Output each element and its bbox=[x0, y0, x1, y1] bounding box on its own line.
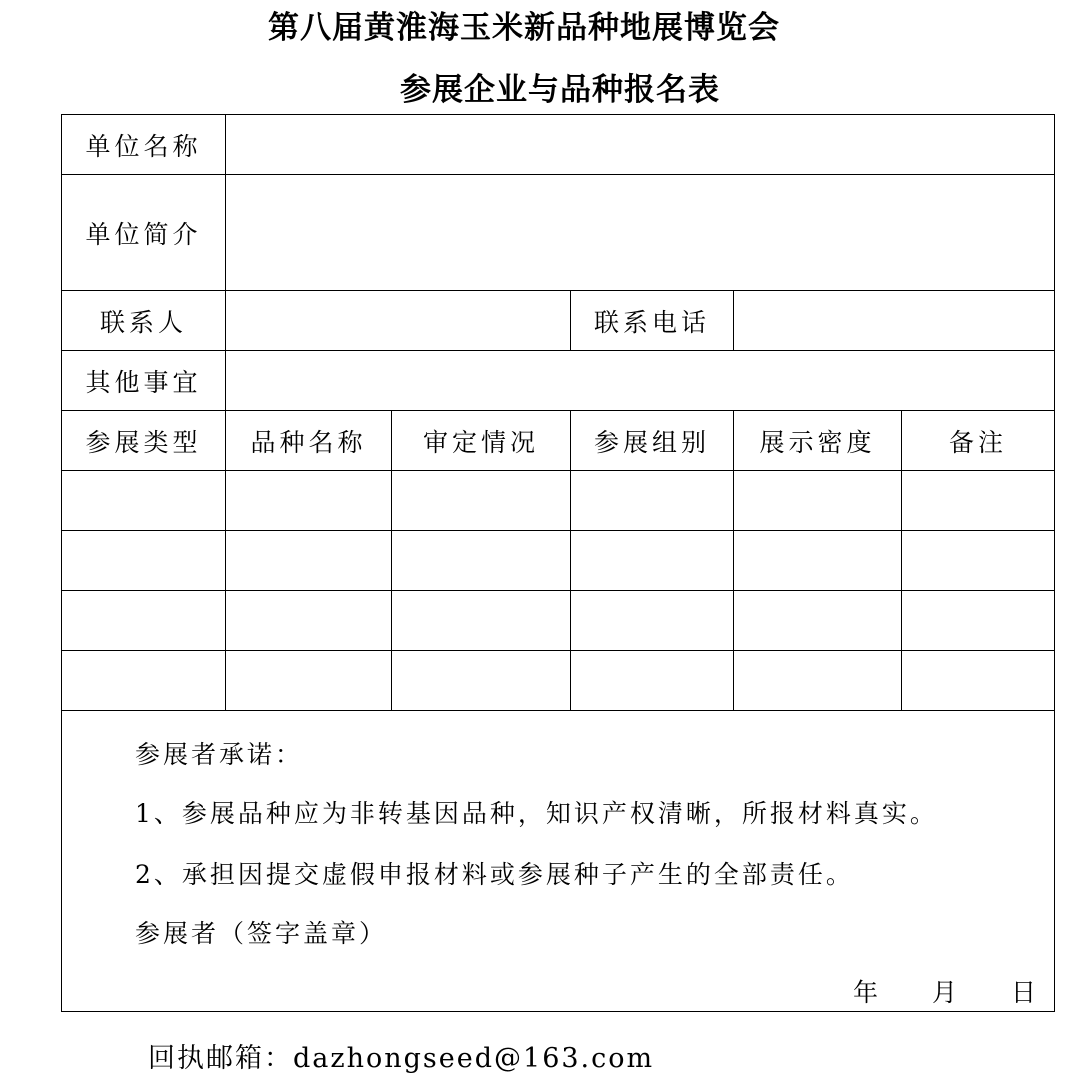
date-day-label: 日 bbox=[1011, 978, 1041, 1007]
signature-date[interactable] bbox=[853, 973, 1040, 1009]
contact-phone-field[interactable] bbox=[734, 291, 1055, 351]
promise-item-2: 2、承担因提交虚假申报材料或参展种子产生的全部责任。 bbox=[135, 860, 854, 889]
table-row bbox=[62, 531, 1055, 591]
company-name-label: 单位名称 bbox=[62, 115, 226, 175]
table-cell[interactable] bbox=[62, 531, 226, 591]
table-cell[interactable] bbox=[226, 471, 392, 531]
table-cell[interactable] bbox=[392, 651, 571, 711]
table-row bbox=[62, 651, 1055, 711]
other-matters-field[interactable] bbox=[226, 351, 1055, 411]
table-cell[interactable] bbox=[571, 531, 734, 591]
table-cell[interactable] bbox=[62, 591, 226, 651]
date-year-label: 年 bbox=[853, 978, 883, 1007]
company-intro-label: 单位简介 bbox=[62, 175, 226, 291]
column-header-remarks: 备注 bbox=[902, 411, 1055, 471]
table-cell[interactable] bbox=[902, 591, 1055, 651]
registration-form-table bbox=[61, 114, 1055, 1012]
signature-label: 参展者（签字盖章） bbox=[135, 919, 388, 948]
table-cell[interactable] bbox=[734, 471, 902, 531]
table-cell[interactable] bbox=[902, 651, 1055, 711]
date-month-label: 月 bbox=[932, 978, 962, 1007]
column-header-exhibit-type: 参展类型 bbox=[62, 411, 226, 471]
table-cell[interactable] bbox=[226, 651, 392, 711]
variety-header-row bbox=[62, 411, 1055, 471]
reply-email: 回执邮箱：dazhongseed@163.com bbox=[148, 1043, 655, 1074]
company-name-row bbox=[62, 115, 1055, 175]
form-subtitle: 参展企业与品种报名表 bbox=[400, 72, 720, 108]
column-header-approval-status: 审定情况 bbox=[392, 411, 571, 471]
promise-row bbox=[62, 711, 1055, 1012]
other-matters-row bbox=[62, 351, 1055, 411]
promise-item-1: 1、参展品种应为非转基因品种，知识产权清晰，所报材料真实。 bbox=[135, 799, 938, 828]
table-cell[interactable] bbox=[734, 591, 902, 651]
table-cell[interactable] bbox=[902, 531, 1055, 591]
other-matters-label: 其他事宜 bbox=[62, 351, 226, 411]
promise-section bbox=[62, 711, 1055, 1012]
promise-heading: 参展者承诺： bbox=[135, 740, 304, 769]
column-header-variety-name: 品种名称 bbox=[226, 411, 392, 471]
table-cell[interactable] bbox=[62, 471, 226, 531]
contact-phone-label: 联系电话 bbox=[571, 291, 734, 351]
table-cell[interactable] bbox=[734, 651, 902, 711]
column-header-exhibit-group: 参展组别 bbox=[571, 411, 734, 471]
table-cell[interactable] bbox=[226, 531, 392, 591]
table-cell[interactable] bbox=[571, 471, 734, 531]
company-name-field[interactable] bbox=[226, 115, 1055, 175]
contact-row bbox=[62, 291, 1055, 351]
table-row bbox=[62, 471, 1055, 531]
form-title: 第八届黄淮海玉米新品种地展博览会 bbox=[268, 10, 780, 46]
company-intro-row bbox=[62, 175, 1055, 291]
table-cell[interactable] bbox=[392, 591, 571, 651]
table-cell[interactable] bbox=[62, 651, 226, 711]
table-cell[interactable] bbox=[392, 471, 571, 531]
table-cell[interactable] bbox=[392, 531, 571, 591]
column-header-planting-density: 展示密度 bbox=[734, 411, 902, 471]
table-cell[interactable] bbox=[571, 651, 734, 711]
table-cell[interactable] bbox=[226, 591, 392, 651]
contact-person-field[interactable] bbox=[226, 291, 571, 351]
table-row bbox=[62, 591, 1055, 651]
company-intro-field[interactable] bbox=[226, 175, 1055, 291]
contact-person-label: 联系人 bbox=[62, 291, 226, 351]
table-cell[interactable] bbox=[734, 531, 902, 591]
table-cell[interactable] bbox=[571, 591, 734, 651]
table-cell[interactable] bbox=[902, 471, 1055, 531]
